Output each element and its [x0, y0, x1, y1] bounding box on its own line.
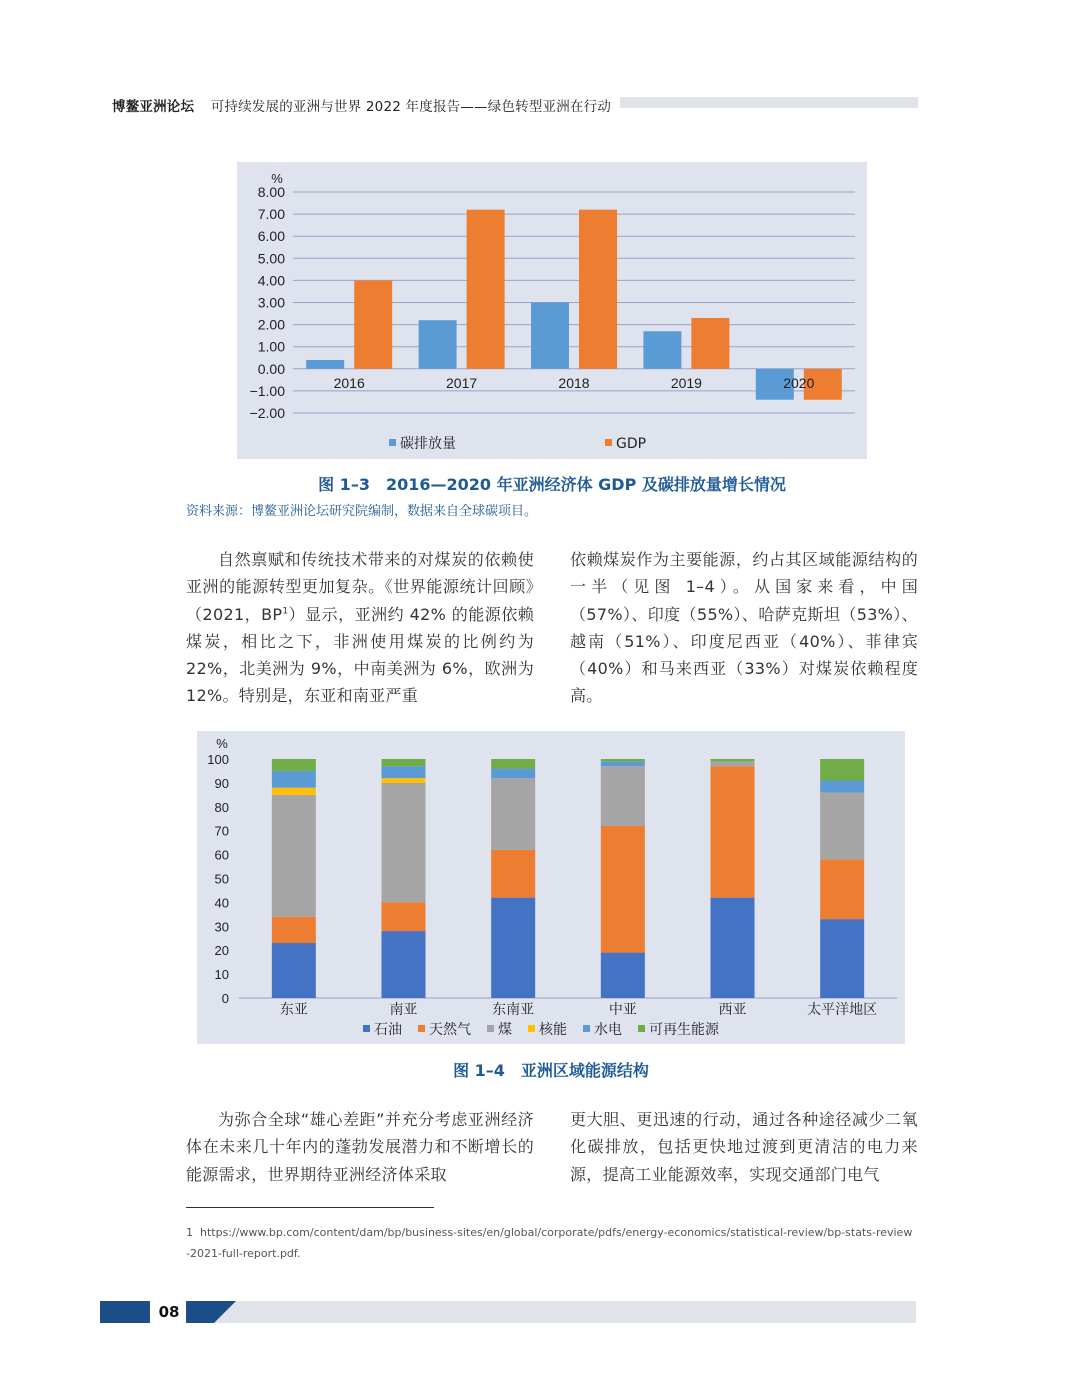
para1-left-tail: ）显示，亚洲约 42% 的能源依赖煤炭，相比之下，非洲使用煤炭的比例约为 22%，北美洲为 9%，中南美洲为 6%，欧洲为 12%。特别是，东亚和南亚严重: [186, 604, 534, 706]
chart1-xtick-label: 2018: [558, 374, 590, 391]
report-title: 可持续发展的亚洲与世界 2022 年度报告——绿色转型亚洲在行动: [210, 99, 612, 115]
chart2-legend-swatch: [418, 1025, 425, 1032]
chart1-bar: [467, 210, 505, 369]
footnote-number: 1: [186, 1226, 193, 1239]
forum-name: 博鳌亚洲论坛: [112, 99, 195, 115]
chart1-ytick-label: 8.00: [257, 184, 285, 200]
footnote-link[interactable]: https://www.bp.com/content/dam/bp/business-sites/en/global/corporate/pdfs/energy-economics/statistical-review/bp-stats-review-2021-full-report.pdf.: [186, 1226, 913, 1260]
footnote-ref[interactable]: 1: [282, 606, 289, 617]
chart2-legend-swatch: [583, 1025, 590, 1032]
chart2-ytick-label: 90: [214, 775, 229, 791]
footnote-rule: [186, 1207, 434, 1208]
chart1-ytick-label: −1.00: [249, 382, 285, 399]
para1-right-column: [570, 546, 918, 710]
chart1-bar: [531, 303, 569, 369]
chart2-ytick-label: 80: [214, 799, 229, 815]
figure2-caption: 图 1–4 亚洲区域能源结构: [453, 1061, 649, 1080]
chart2-bar-segment: [820, 792, 864, 859]
chart2-bar-segment: [601, 766, 645, 826]
chart1-bar: [419, 320, 457, 369]
chart2-ytick-label: 40: [214, 895, 229, 911]
chart1-ytick-label: 4.00: [257, 272, 285, 289]
chart2-bar-segment: [491, 850, 535, 898]
chart1-ytick-label: −2.00: [249, 405, 285, 421]
para1-left-column: [186, 546, 534, 710]
chart2-legend-label: 煤: [498, 1022, 512, 1038]
chart2-legend-label: 石油: [374, 1022, 402, 1038]
chart1-bar: [691, 318, 729, 369]
para2-left-column: [186, 1106, 534, 1188]
chart2-xtick-label: 中亚: [608, 1002, 637, 1018]
chart2-bar-segment: [272, 917, 316, 943]
chart2-ytick-label: 70: [214, 823, 229, 839]
chart2-ytick-label: 100: [207, 752, 229, 767]
chart2-bar-segment: [382, 931, 426, 998]
page-number: 08: [158, 1303, 180, 1321]
chart2-legend-label: 天然气: [429, 1022, 471, 1038]
chart2-bar-segment: [272, 771, 316, 788]
chart2-bar-segment: [382, 766, 426, 778]
chart2-bar-segment: [601, 759, 645, 761]
chart2-bar-segment: [382, 902, 426, 931]
header-decor-bar: [620, 97, 918, 108]
chart2-bar-segment: [820, 781, 864, 793]
chart2-legend-swatch: [638, 1025, 645, 1032]
chart2-bar-segment: [272, 788, 316, 795]
chart2-bar-segment: [711, 761, 755, 766]
chart2-ytick-label: 30: [214, 919, 229, 935]
chart2-ylabel: %: [216, 736, 228, 751]
chart1-xtick-label: 2020: [783, 374, 815, 391]
chart1-container: [237, 162, 867, 459]
footer-decor-bar: [186, 1301, 916, 1323]
para2-right-text: 更大胆、更迅速的行动，通过各种途径减少二氧化碳排放，包括更快地过渡到更清洁的电力来源，提高工业能源效率，实现交通部门电气: [570, 1110, 918, 1184]
chart2-bar-segment: [491, 759, 535, 769]
chart2-xtick-label: 西亚: [718, 1002, 747, 1018]
chart2-bar-segment: [601, 953, 645, 998]
chart2-bar-segment: [491, 769, 535, 779]
chart1-legend-swatch: [605, 439, 612, 446]
chart2-bar-segment: [711, 759, 755, 761]
chart2-legend-label: 核能: [539, 1022, 567, 1038]
running-header: [112, 95, 611, 115]
chart2-ytick-label: 50: [214, 871, 229, 887]
chart2-legend-swatch: [363, 1025, 370, 1032]
para1-right-text: 依赖煤炭作为主要能源，约占其区域能源结构的一半（见图 1–4）。从国家来看，中国（57%）、印度（55%）、哈萨克斯坦（53%）、越南（51%）、印度尼西亚（40%）、菲律宾（40%）和马来西亚（33%）对煤炭依赖程度高。: [570, 550, 918, 706]
chart2-bar-segment: [820, 919, 864, 998]
chart2-xtick-label: 南亚: [389, 1002, 418, 1018]
chart1-bar: [354, 280, 392, 368]
chart2-xtick-label: 东亚: [279, 1002, 308, 1018]
chart1-ytick-label: 5.00: [257, 250, 285, 267]
page-tab: [100, 1301, 150, 1323]
chart1-svg: [237, 162, 867, 459]
para2-left-text: 为弥合全球“雄心差距”并充分考虑亚洲经济体在未来几十年内的蓬勃发展潜力和不断增长的能源需求，世界期待亚洲经济体采取: [186, 1110, 534, 1184]
chart2-bar-segment: [272, 795, 316, 917]
chart1-ytick-label: 1.00: [257, 338, 285, 355]
chart1-xtick-label: 2016: [333, 374, 365, 391]
chart1-legend-label: GDP: [616, 436, 647, 452]
chart2-bar-segment: [711, 766, 755, 897]
chart2-legend-label: 水电: [594, 1022, 622, 1038]
para1-left-text: 自然禀赋和传统技术带来的对煤炭的依赖使亚洲的能源转型更加复杂。《世界能源统计回顾》（2021，BP: [186, 550, 534, 624]
chart2-bar-segment: [382, 778, 426, 783]
chart1-bar: [306, 360, 344, 369]
chart1-xtick-label: 2017: [446, 374, 478, 391]
footnote: [186, 1222, 916, 1264]
chart2-ytick-label: 10: [214, 967, 229, 983]
chart2-bar-segment: [601, 761, 645, 766]
chart2-bar-segment: [601, 826, 645, 953]
chart2-ytick-label: 60: [214, 847, 229, 863]
chart2-bar-segment: [382, 783, 426, 903]
chart1-bar: [643, 331, 681, 369]
chart2-legend-label: 可再生能源: [649, 1022, 719, 1038]
chart2-legend-swatch: [487, 1025, 494, 1032]
chart2-bar-segment: [382, 759, 426, 766]
chart2-bar-segment: [711, 898, 755, 998]
chart2-bar-segment: [491, 898, 535, 998]
chart2-svg: [197, 731, 905, 1044]
chart2-bar-segment: [272, 943, 316, 998]
chart1-legend-label: 碳排放量: [400, 436, 456, 452]
chart2-bar-segment: [820, 859, 864, 919]
chart2-bar-segment: [491, 778, 535, 850]
chart2-xtick-label: 东南亚: [492, 1002, 535, 1018]
chart2-ytick-label: 0: [221, 991, 229, 1006]
chart1-ylabel: %: [271, 171, 283, 186]
chart2-ytick-label: 20: [214, 943, 229, 959]
figure1-caption: 图 1–3 2016—2020 年亚洲经济体 GDP 及碳排放量增长情况: [318, 475, 786, 494]
chart1-ytick-label: 3.00: [257, 294, 285, 311]
chart2-container: [197, 731, 905, 1044]
chart2-bar-segment: [272, 759, 316, 771]
chart1-legend-swatch: [389, 439, 396, 446]
chart1-ytick-label: 6.00: [257, 228, 285, 245]
chart1-xtick-label: 2019: [670, 374, 702, 391]
chart2-bar-segment: [820, 759, 864, 781]
chart1-ytick-label: 2.00: [257, 316, 285, 333]
chart2-legend-swatch: [528, 1025, 535, 1032]
chart1-ytick-label: 0.00: [257, 360, 285, 377]
para2-right-column: [570, 1106, 918, 1188]
figure1-source: 资料来源：博鳌亚洲论坛研究院编制，数据来自全球碳项目。: [186, 504, 538, 519]
chart1-bar: [579, 210, 617, 369]
chart1-ytick-label: 7.00: [257, 206, 285, 223]
chart2-xtick-label: 太平洋地区: [807, 1002, 878, 1018]
